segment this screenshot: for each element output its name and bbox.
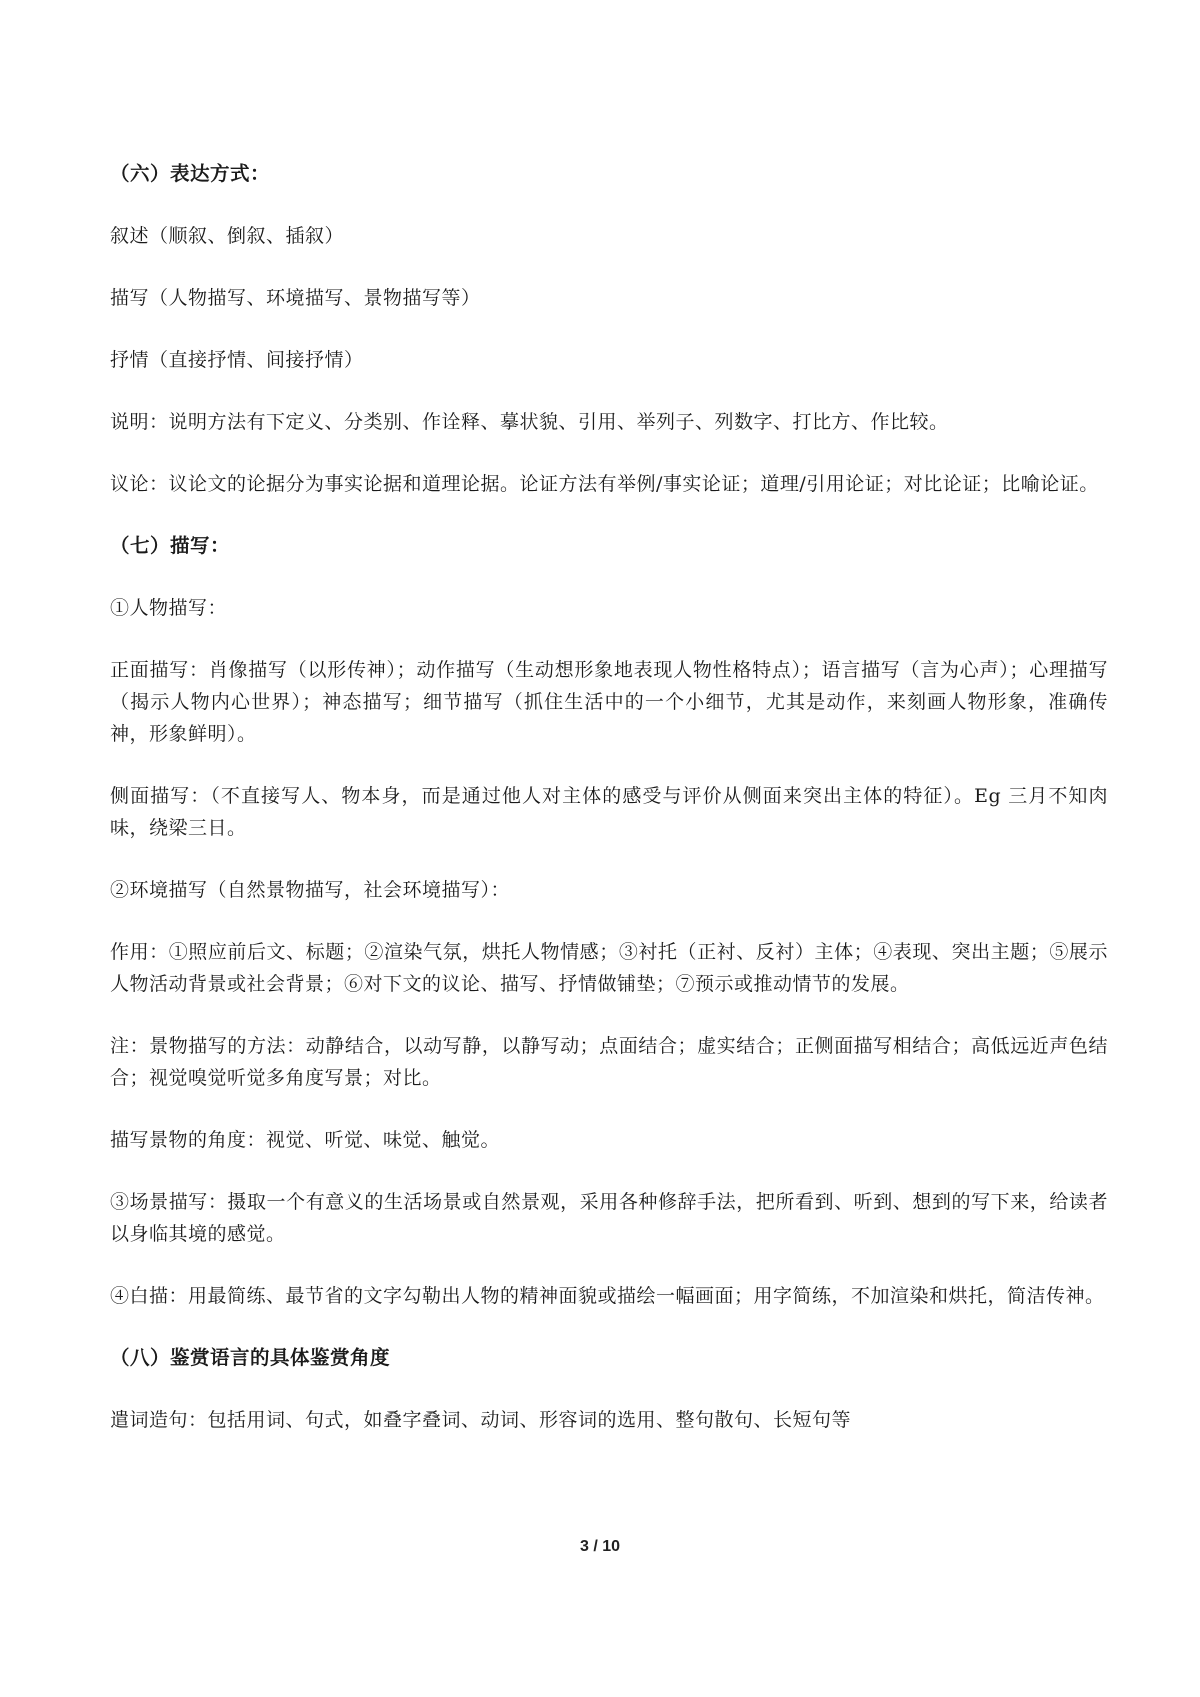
document-body <box>110 158 1108 1466</box>
paragraph-description: 描写（人物描写、环境描写、景物描写等） <box>110 287 481 309</box>
paragraph-indirect-description: 侧面描写：（不直接写人、物本身，而是通过他人对主体的感受与评价从侧面来突出主体的特征）。Eg 三月不知肉味，绕梁三日。 <box>110 785 1108 839</box>
paragraph-scenery-methods: 注：景物描写的方法：动静结合，以动写静，以静写动；点面结合；虚实结合；正侧面描写相结合；高低远近声色结合；视觉嗅觉听觉多角度写景；对比。 <box>110 1035 1108 1089</box>
paragraph-narration: 叙述（顺叙、倒叙、插叙） <box>110 225 345 247</box>
paragraph-scene-description: ③场景描写：摄取一个有意义的生活场景或自然景观，采用各种修辞手法，把所看到、听到、想到的写下来，给读者以身临其境的感觉。 <box>110 1191 1108 1245</box>
paragraph-character-description: ①人物描写： <box>110 597 228 619</box>
section-heading-description: （七）描写： <box>110 534 231 557</box>
paragraph-line-drawing: ④白描：用最简练、最节省的文字勾勒出人物的精神面貌或描绘一幅画面；用字简练，不加渲染和烘托，简洁传神。 <box>110 1285 1105 1307</box>
page-number: 3 / 10 <box>579 1538 621 1555</box>
paragraph-lyric: 抒情（直接抒情、间接抒情） <box>110 349 364 371</box>
paragraph-explanation: 说明：说明方法有下定义、分类别、作诠释、摹状貌、引用、举列子、列数字、打比方、作比较。 <box>110 411 949 433</box>
paragraph-environment-description: ②环境描写（自然景物描写，社会环境描写）： <box>110 879 511 901</box>
paragraph-argument: 议论：议论文的论据分为事实论据和道理论据。论证方法有举例/事实论证；道理/引用论证；对比论证；比喻论证。 <box>110 473 1099 495</box>
section-heading-expression-methods: （六）表达方式： <box>110 162 271 185</box>
paragraph-direct-description: 正面描写：肖像描写（以形传神）；动作描写（生动想形象地表现人物性格特点）；语言描写（言为心声）；心理描写（揭示人物内心世界）；神态描写；细节描写（抓住生活中的一个小细节，尤其是动作，来刻画人物形象，准确传神，形象鲜明）。 <box>110 659 1108 745</box>
section-heading-language-appreciation: （八）鉴赏语言的具体鉴赏角度 <box>110 1346 391 1369</box>
paragraph-word-choice: 遣词造句：包括用词、句式，如叠字叠词、动词、形容词的选用、整句散句、长短句等 <box>110 1409 852 1431</box>
paragraph-scenery-angles: 描写景物的角度：视觉、听觉、味觉、触觉。 <box>110 1129 501 1151</box>
paragraph-environment-function: 作用：①照应前后文、标题；②渲染气氛，烘托人物情感；③衬托（正衬、反衬）主体；④表现、突出主题；⑤展示人物活动背景或社会背景；⑥对下文的议论、描写、抒情做铺垫；⑦预示或推动情节的发展。 <box>110 941 1108 995</box>
